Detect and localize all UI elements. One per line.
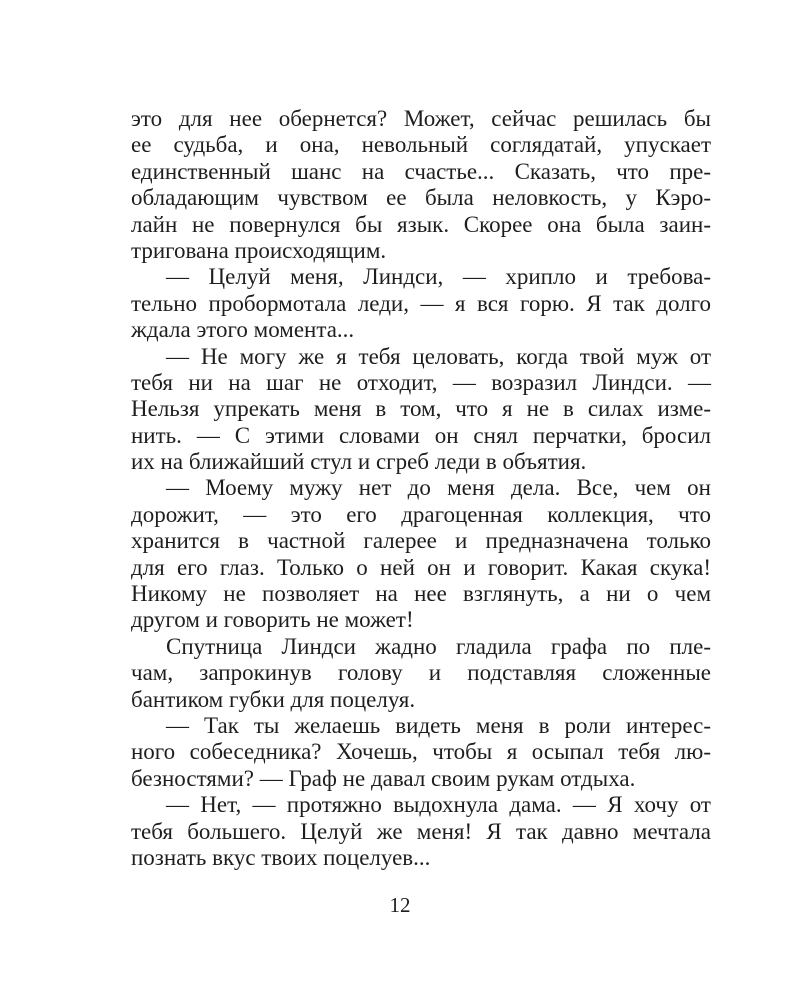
text-line: дорожит, — это его драгоценная коллекция, что xyxy=(131,501,711,527)
text-line: бантиком губки для поцелуя. xyxy=(131,686,416,712)
text-line: — Так ты желаешь видеть меня в роли интерес- xyxy=(166,712,711,738)
text-line: — Нет, — протяжно выдохнула дама. — Я хочу от xyxy=(166,792,711,818)
text-line: это для нее обернется? Может, сейчас решилась бы xyxy=(131,106,711,131)
text-line: их на ближайший стул и сгреб леди в объятия. xyxy=(131,449,587,475)
text-line: познать вкус твоих поцелуев... xyxy=(131,844,431,870)
text-line: единственный шанс на счастье... Сказать, что пре- xyxy=(131,158,711,184)
text-line: другом и говорить не может! xyxy=(131,607,414,633)
text-line: лайн не повернулся бы язык. Скорее она была заин- xyxy=(131,211,711,237)
text-line: тебя ни на шаг не отходит, — возразил Линдси. — xyxy=(131,369,711,395)
text-line: тригована происходящим. xyxy=(131,237,387,263)
text-line: обладающим чувством ее была неловкость, у Кэро- xyxy=(131,185,711,211)
text-line: безностями? — Граф не давал своим рукам отдыха. xyxy=(131,765,636,791)
text-line: Спутница Линдси жадно гладила графа по пле- xyxy=(166,633,711,659)
text-line: чам, запрокинув голову и подставляя сложенные xyxy=(131,660,711,686)
text-line: нить. — С этими словами он снял перчатки, бросил xyxy=(131,422,711,448)
text-line: ного собеседника? Хочешь, чтобы я осыпал тебя лю- xyxy=(131,739,711,765)
text-line: ждала этого момента... xyxy=(131,317,355,343)
text-line: Нельзя упрекать меня в том, что я не в силах изме- xyxy=(131,396,711,422)
page-number: 12 xyxy=(389,893,411,917)
text-line: — Целуй меня, Линдси, — хрипло и требова- xyxy=(166,264,711,290)
text-line: — Не могу же я тебя целовать, когда твой муж от xyxy=(166,343,711,369)
text-line: хранится в частной галерее и предназначена только xyxy=(131,528,711,554)
text-line: тельно пробормотала леди, — я вся горю. Я так долго xyxy=(131,290,711,316)
text-line: для его глаз. Только о ней он и говорит. Какая скука! xyxy=(131,554,711,580)
text-line: тебя большего. Целуй же меня! Я так давно мечтала xyxy=(131,818,711,844)
body-text xyxy=(131,106,711,871)
text-line: Никому не позволяет на нее взглянуть, а ни о чем xyxy=(131,581,711,607)
text-line: ее судьба, и она, невольный соглядатай, упускает xyxy=(131,132,711,158)
text-line: — Моему мужу нет до меня дела. Все, чем он xyxy=(166,475,711,501)
